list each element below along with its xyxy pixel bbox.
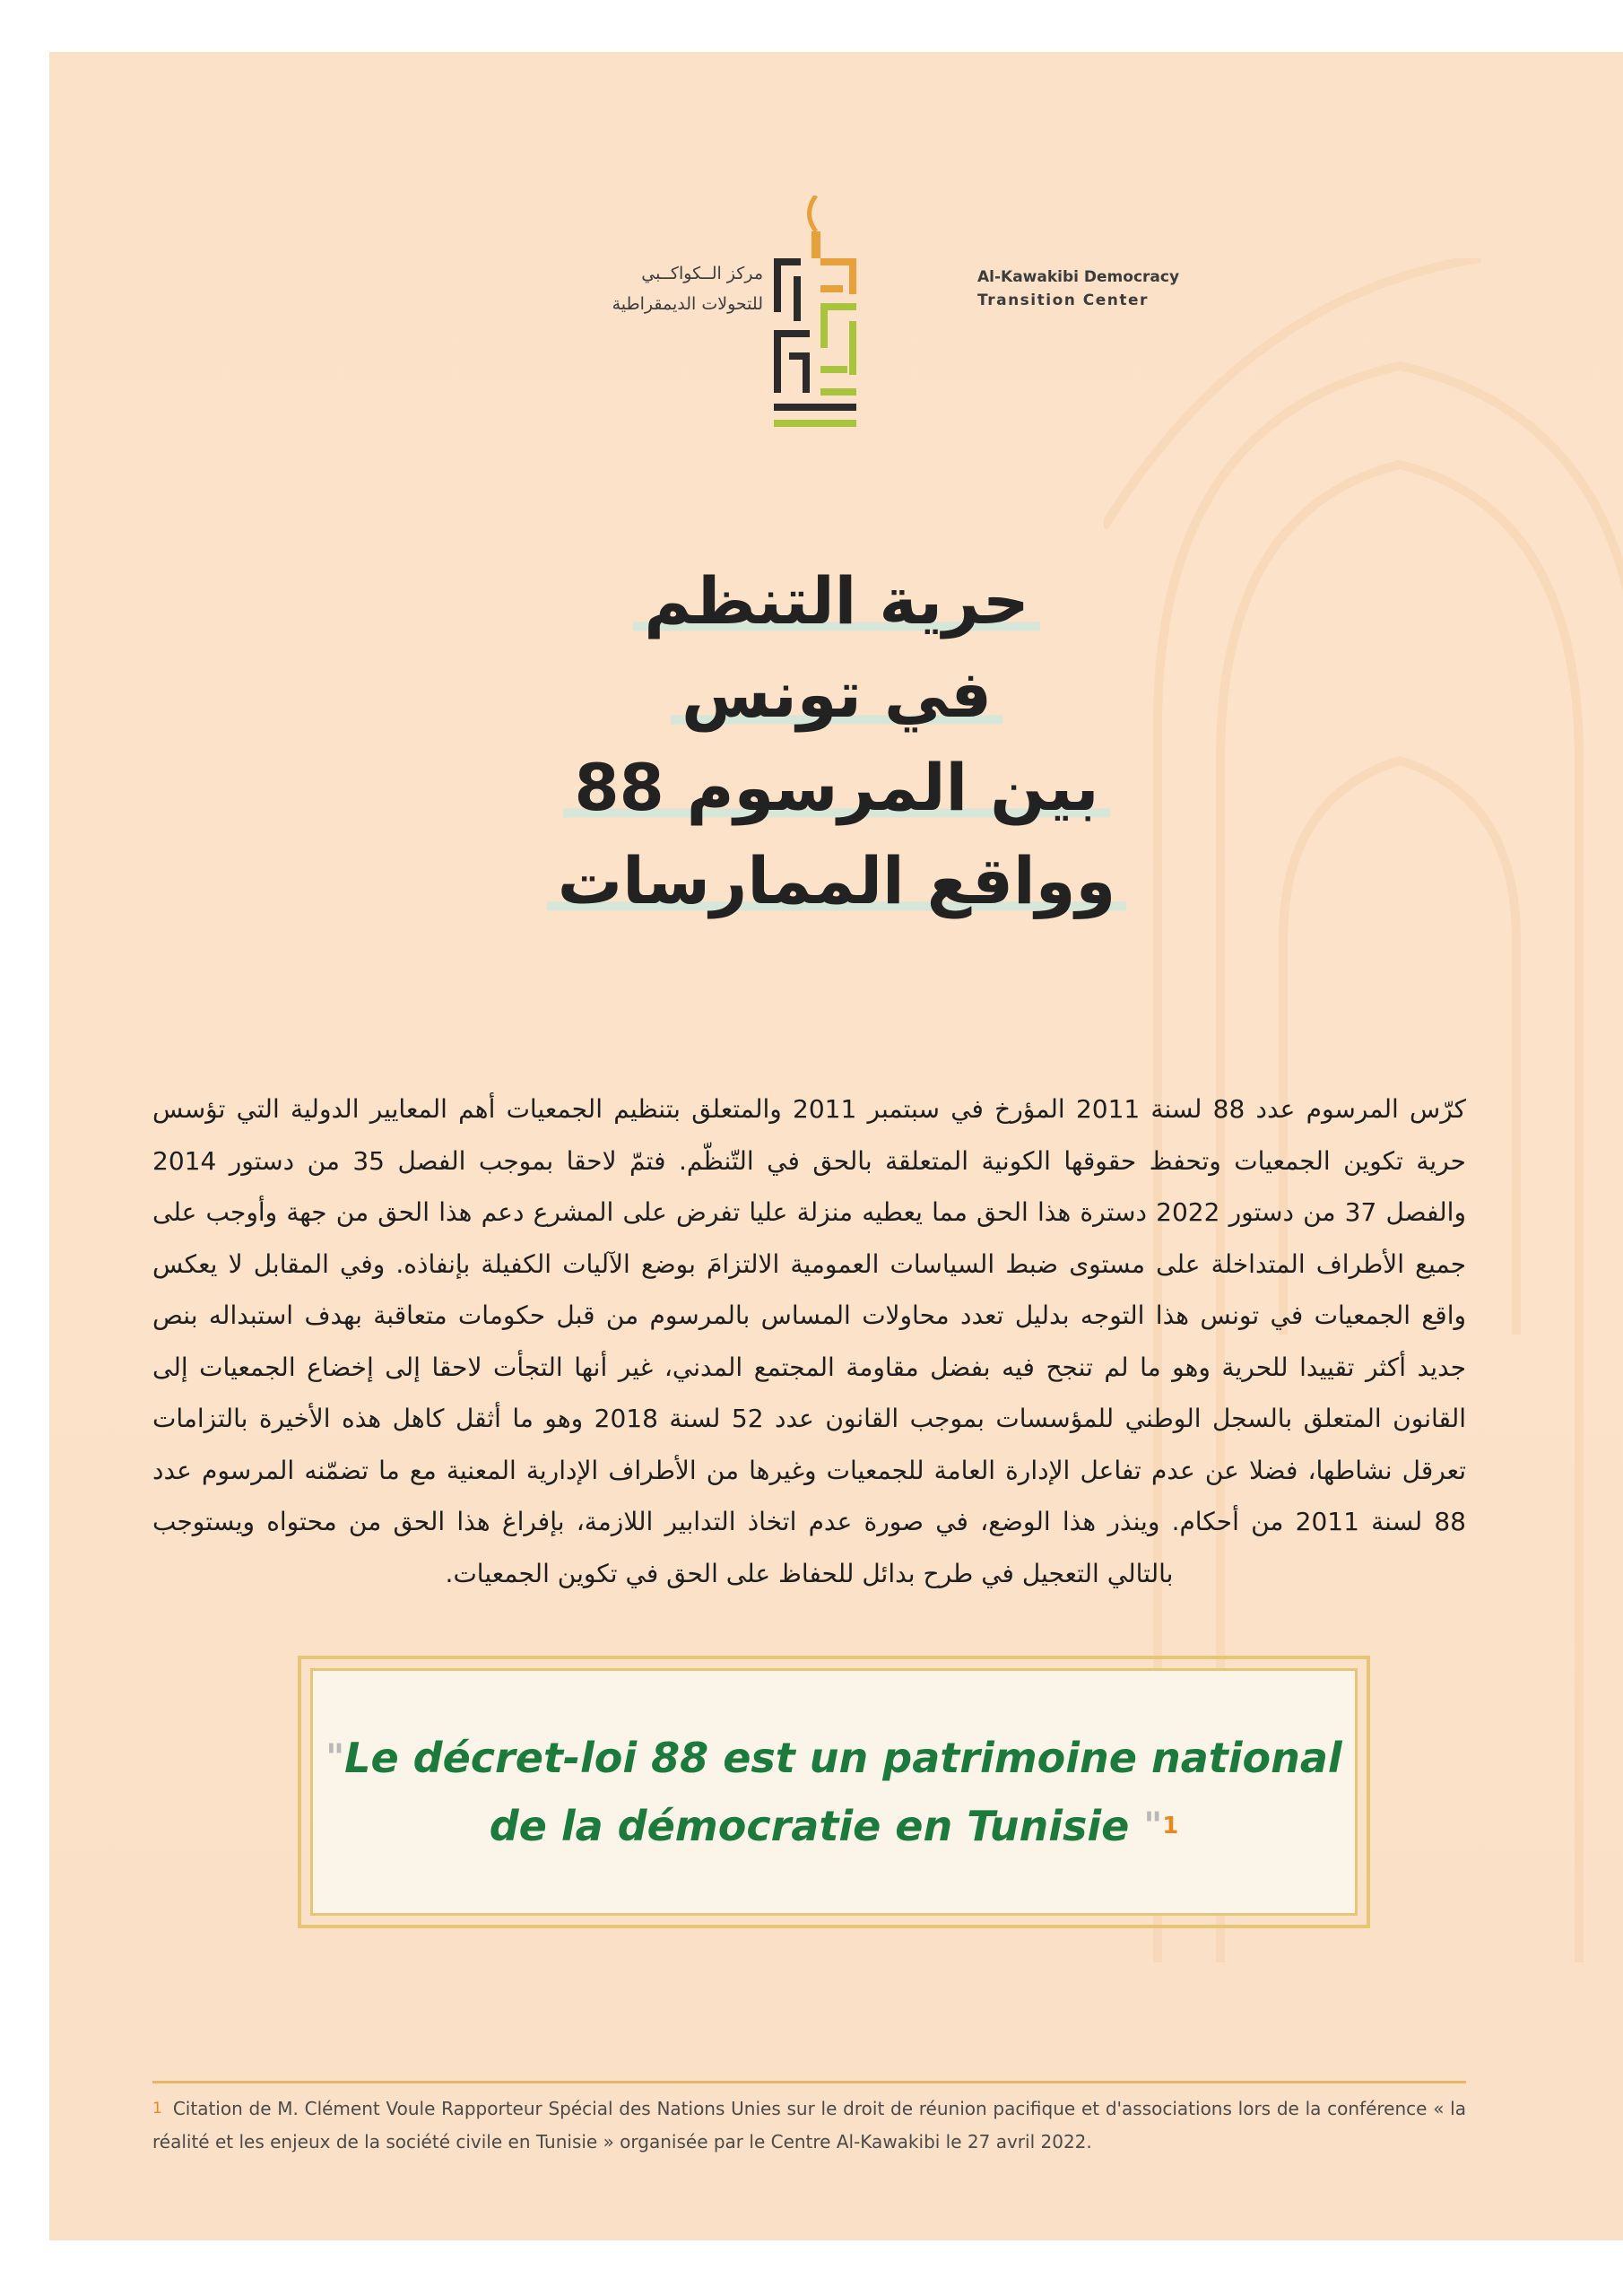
- logo-arabic-text: [530, 258, 763, 319]
- title-line-3-text: بين المرسوم 88: [563, 750, 1109, 825]
- logo-english-line2: Transition Center: [977, 291, 1149, 309]
- title-line-3: [49, 741, 1623, 834]
- logo-english-line1: Al-Kawakibi Democracy: [977, 268, 1180, 286]
- footnote-divider: [152, 2081, 1466, 2083]
- body-paragraph: كرّس المرسوم عدد 88 لسنة 2011 المؤرخ في سبتمبر 2011 والمتعلق بتنظيم الجمعيات أهم المعايير الدولية التي تؤسس حرية تكوين الجمعيات وتحفظ حقوقها الكونية المتعلقة بالحق في التّنظّم. فتمّ لاحقا بموجب الفصل 35 من دستور 2014 والفصل 37 من دستور 2022 دسترة هذا الحق مما يعطيه منزلة عليا تفرض على المشرع دعم هذا الحق من جهة وأوجب على جميع الأطراف المتداخلة على مستوى ضبط السياسات العمومية الالتزامَ بوضع الآليات الكفيلة بإنفاذه. وفي المقابل لا يعكس واقع الجمعيات في تونس هذا التوجه بدليل تعدد محاولات المساس بالمرسوم من قبل حكومات متعاقبة بهدف استبداله بنص جديد أكثر تقييدا للحرية وهو ما لم تنجح فيه بفضل مقاومة المجتمع المدني، غير أنها التجأت لاحقا إلى إخضاع الجمعيات إلى القانون المتعلق بالسجل الوطني للمؤسسات بموجب القانون عدد 52 لسنة 2018 وهو ما أثقل كاهل هذه الأخيرة بالتزامات تعرقل نشاطها، فضلا عن عدم تفاعل الإدارة العامة للجمعيات وغيرها من الأطراف الإدارية المعنية مع ما تضمّنه المرسوم عدد 88 لسنة 2011 من أحكام. وينذر هذا الوضع، في صورة عدم اتخاذ التدابير اللازمة، بإفراغ هذا الحق من محتواه ويستوجب بالتالي التعجيل في طرح بدائل للحفاظ على الحق في تكوين الجمعيات.: [152, 1094, 1467, 1588]
- quote-text-2: de la démocratie en Tunisie: [489, 1802, 1130, 1850]
- document-page: [49, 52, 1623, 2240]
- title-line-2-text: في تونس: [671, 657, 1002, 732]
- title-line-1-text: حرية التنظم: [633, 563, 1040, 639]
- logo-arabic-line2: للتحولات الديمقراطية: [612, 294, 763, 314]
- quote-box: [298, 1656, 1370, 1928]
- footnote-number: 1: [152, 2100, 162, 2118]
- logo-english-text: [977, 265, 1246, 312]
- title-line-2: [49, 648, 1623, 741]
- quote-line-2: [490, 1792, 1179, 1860]
- logo-arabic-line1: مركز الــكواكــبي: [641, 264, 763, 283]
- quote-text-1: Le décret-loi 88 est un patrimoine national: [344, 1734, 1342, 1782]
- logo-mark-icon: [767, 196, 865, 429]
- close-quote-mark: ": [1143, 1805, 1163, 1847]
- quote-inner: [310, 1668, 1358, 1916]
- kawakibi-logo: [49, 151, 1623, 438]
- title-line-4: [49, 834, 1623, 927]
- title-line-1: [49, 554, 1623, 648]
- open-quote-mark: ": [325, 1737, 345, 1779]
- footnote-ref[interactable]: 1: [1162, 1813, 1179, 1839]
- quote-line-1: [325, 1724, 1341, 1792]
- footnote-text: Citation de M. Clément Voule Rapporteur Spécial des Nations Unies sur le droit de réunion pacifique et d'associations lors de la conférence « la réalité et les enjeux de la société civile en Tunisie » organisée par le Centre Al-Kawakibi le 27 avril 2022.: [152, 2098, 1466, 2152]
- title-line-4-text: وواقع الممارسات: [547, 843, 1127, 918]
- page-title: [49, 554, 1623, 927]
- footnote: [152, 2092, 1466, 2159]
